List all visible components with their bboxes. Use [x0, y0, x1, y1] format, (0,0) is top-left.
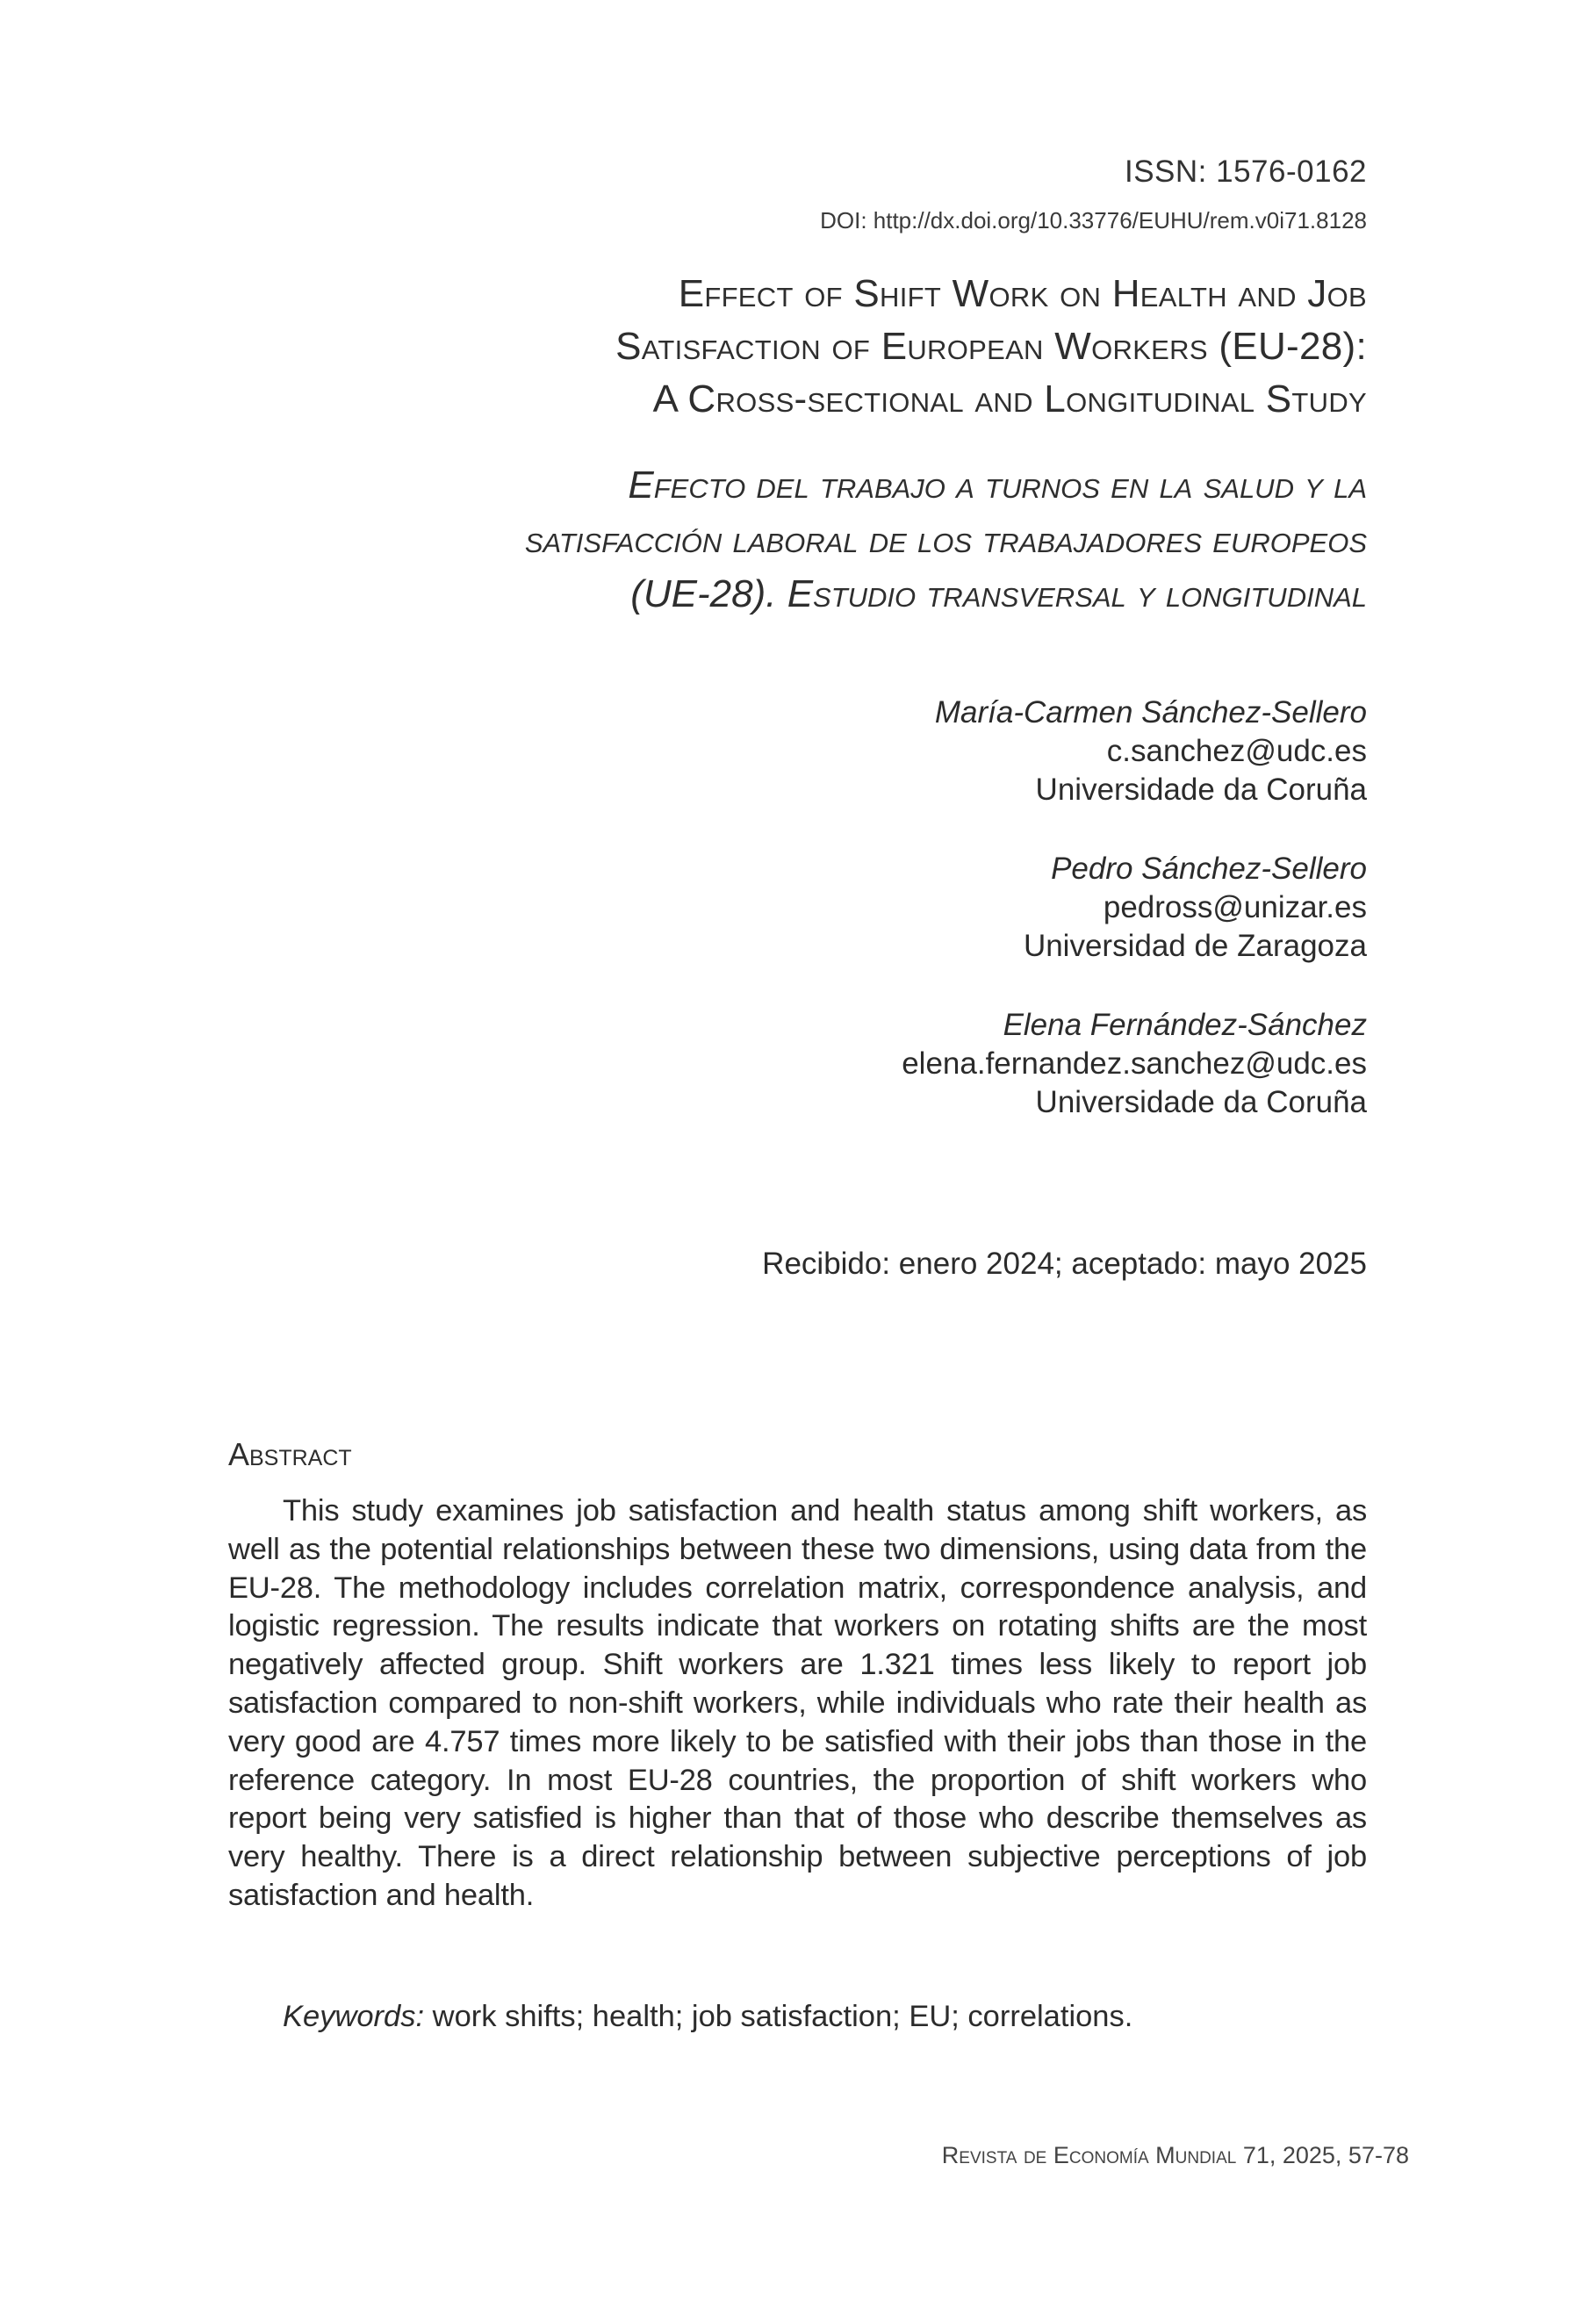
- doi-link[interactable]: DOI: http://dx.doi.org/10.33776/EUHU/rem.v0i71.8128: [820, 207, 1367, 234]
- author-block: [902, 1006, 1367, 1122]
- author-affiliation: Universidade da Coruña: [1035, 773, 1367, 807]
- article-title-english: [615, 268, 1367, 426]
- subtitle-line: (UE-28). Estudio transversal y longitudinal: [630, 572, 1367, 615]
- page-footer: [942, 2142, 1409, 2169]
- received-accepted-dates: Recibido: enero 2024; aceptado: mayo 2025: [762, 1247, 1367, 1281]
- author-affiliation: Universidade da Coruña: [1035, 1085, 1367, 1119]
- journal-citation: 71, 2025, 57-78: [1236, 2142, 1409, 2168]
- keywords: [283, 2000, 1132, 2034]
- author-name: Elena Fernández-Sánchez: [1003, 1008, 1367, 1042]
- title-line: Satisfaction of European Workers (EU-28):: [615, 325, 1367, 368]
- author-email[interactable]: elena.fernandez.sanchez@udc.es: [902, 1046, 1367, 1081]
- journal-name: Revista de Economía Mundial: [941, 2142, 1237, 2168]
- title-line: Effect of Shift Work on Health and Job: [678, 272, 1367, 315]
- issn: ISSN: 1576-0162: [1124, 155, 1367, 189]
- article-title-spanish: [525, 458, 1367, 622]
- author-name: María-Carmen Sánchez-Sellero: [934, 695, 1367, 730]
- subtitle-line: satisfacción laboral de los trabajadores europeos: [524, 518, 1367, 561]
- title-line: A Cross-sectional and Longitudinal Study: [652, 377, 1367, 421]
- author-affiliation: Universidad de Zaragoza: [1023, 929, 1367, 963]
- abstract-body: This study examines job satisfaction and health status among shift workers, as well as the potential relationships between these two dimensions, using data from the EU-28. The methodology includes correlation matrix, correspondence analysis, and logistic regression. The results indicate that workers on rotating shifts are the most negatively affected group. Shift workers are 1.321 times less likely to report job satisfaction compared to non-shift workers, while individuals who rate their health as very good are 4.757 times more likely to be satisfied with their jobs than those in the reference category. In most EU-28 countries, the proportion of shift workers who report being very satisfied is higher than that of those who describe themselves as very healthy. There is a direct relationship between subjective perceptions of job satisfaction and health.: [228, 1494, 1367, 1912]
- keywords-value: work shifts; health; job satisfaction; EU; correlations.: [424, 2000, 1133, 2033]
- author-block: [1024, 850, 1367, 966]
- abstract-heading: Abstract: [228, 1436, 352, 1472]
- author-email[interactable]: c.sanchez@udc.es: [1106, 734, 1367, 768]
- keywords-label: Keywords:: [283, 2000, 425, 2033]
- subtitle-line: Efecto del trabajo a turnos en la salud y la: [628, 464, 1367, 507]
- author-block: [935, 694, 1367, 809]
- author-email[interactable]: pedross@unizar.es: [1103, 890, 1367, 924]
- author-name: Pedro Sánchez-Sellero: [1051, 852, 1367, 886]
